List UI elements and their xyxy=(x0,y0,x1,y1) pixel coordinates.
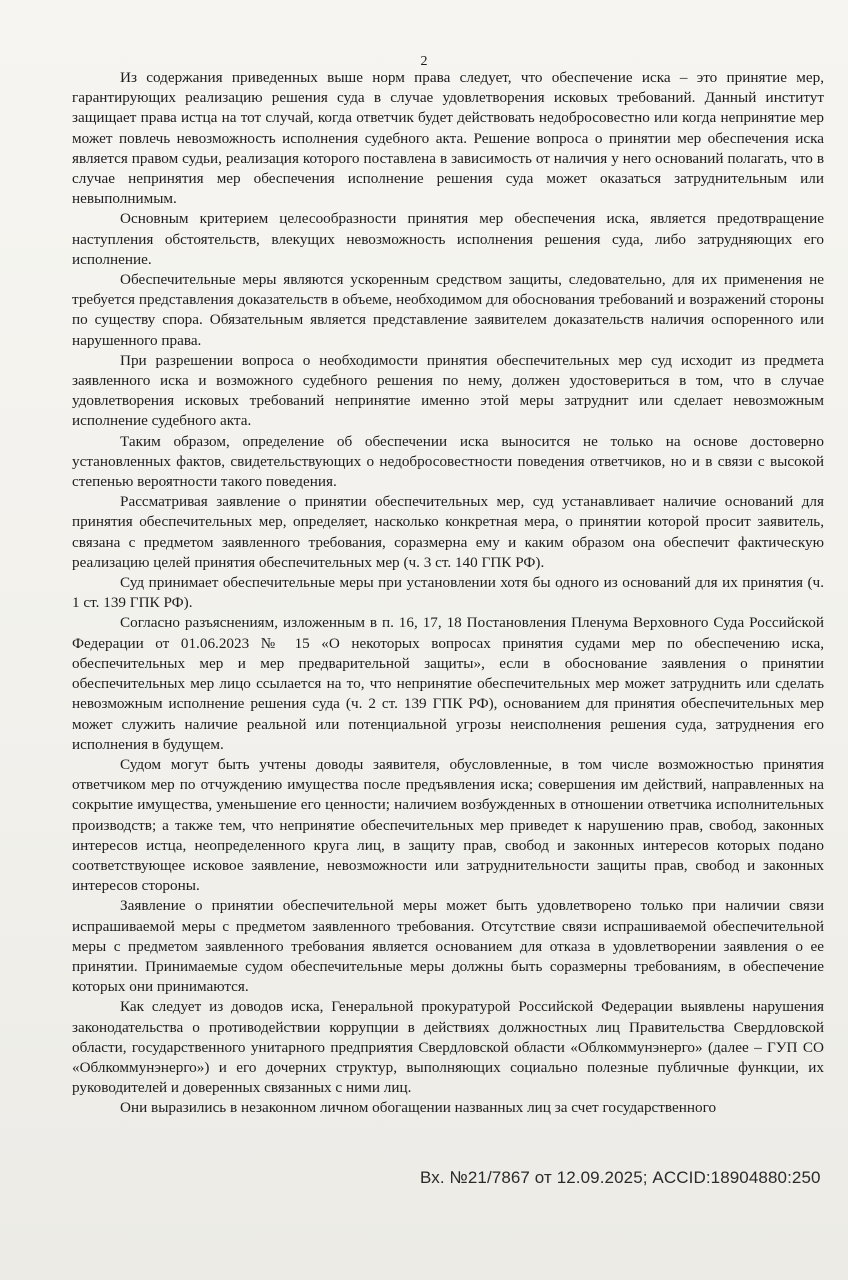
paragraph: Рассматривая заявление о принятии обеспечительных мер, суд устанавливает наличие оснований для принятия обеспечительных мер, определяет, насколько конкретная мера, о принятии которой просит заявитель, связана с предметом заявленного требования, соразмерна ему и каким образом она обеспечит фактическую реализацию целей принятия обеспечительных мер (ч. 3 ст. 140 ГПК РФ). xyxy=(72,493,824,571)
paragraph: При разрешении вопроса о необходимости принятия обеспечительных мер суд исходит из предмета заявленного иска и возможного судебного решения по нему, должен удостовериться в том, что в случае удовлетворения исковых требований непринятие именно этой меры затруднит или сделает невозможным исполнение судебного акта. xyxy=(72,351,824,430)
paragraph: Основным критерием целесообразности принятия мер обеспечения иска, является предотвращение наступления обстоятельств, влекущих невозможность исполнения решения суда, либо затрудняющих его исполнение. xyxy=(72,210,824,268)
paragraph: Таким образом, определение об обеспечении иска выносится не только на основе достоверно установленных фактов, свидетельствующих о недобросовестности поведения ответчиков, но и в связи с высокой степенью вероятности такого поведения. xyxy=(72,432,824,491)
document-body xyxy=(72,68,824,1119)
paragraph: Как следует из доводов иска, Генеральной прокуратурой Российской Федерации выявлены нарушения законодательства о противодействии коррупции в действиях должностных лиц Правительства Свердловской области, государственного унитарного предприятия Свердловской области «Облкоммунэнерго» (далее – ГУП СО «Облкоммунэнерго») и его дочерних структур, выполняющих социально полезные публичные функции, их руководителей и доверенных связанных с ними лиц. xyxy=(72,998,824,1097)
paragraph: Суд принимает обеспечительные меры при установлении хотя бы одного из оснований для их принятия (ч. 1 ст. 139 ГПК РФ). xyxy=(72,574,824,612)
registration-stamp: Вх. №21/7867 от 12.09.2025; ACCID:18904880:250 xyxy=(420,1168,821,1187)
paragraph: Согласно разъяснениям, изложенным в п. 16, 17, 18 Постановления Пленума Верховного Суда Российской Федерации от 01.06.2023 № 15 «О некоторых вопросах принятия судами мер по обеспечению иска, обеспечительных мер и мер предварительной защиты», если в обоснование заявления о принятии обеспечительных мер лицо ссылается на то, что непринятие обеспечительных мер может затруднить или сделать невозможным исполнение решения суда (ч. 2 ст. 139 ГПК РФ), основанием для принятия обеспечительных мер может служить наличие реальной или потенциальной угрозы неисполнения решения суда, затруднения его исполнения в будущем. xyxy=(72,614,824,753)
paragraph: Обеспечительные меры являются ускоренным средством защиты, следовательно, для их применения не требуется представления доказательств в объеме, необходимом для обоснования требований и возражений стороны по существу спора. Обязательным является представление заявителем доказательств наличия оспоренного или нарушенного права. xyxy=(72,271,824,349)
page-number: 2 xyxy=(420,54,428,69)
paragraph: Они выразились в незаконном личном обогащении названных лиц за счет государственного xyxy=(120,1099,717,1117)
paragraph: Из содержания приведенных выше норм права следует, что обеспечение иска – это принятие мер, гарантирующих реализацию решения суда в случае удовлетворения исковых требований. Данный институт защищает права истца на тот случай, когда ответчик будет действовать недобросовестно или когда непринятие мер может повлечь невозможность исполнения судебного акта. Решение вопроса о принятии мер обеспечения иска является правом судьи, реализация которого поставлена в зависимость от наличия у него оснований полагать, что в случае непринятия мер обеспечения исполнение решения суда может оказаться затруднительным или невыполнимым. xyxy=(72,69,824,208)
paragraph: Заявление о принятии обеспечительной меры может быть удовлетворено только при наличии связи испрашиваемой меры с предметом заявленного требования. Отсутствие связи испрашиваемой обеспечительной меры с предметом заявленного требования является основанием для отказа в удовлетворении заявления о ее принятии. Принимаемые судом обеспечительные меры должны быть соразмерны требованиям, в обеспечение которых они принимаются. xyxy=(72,897,824,996)
paragraph: Судом могут быть учтены доводы заявителя, обусловленные, в том числе возможностью принятия ответчиком мер по отчуждению имущества после предъявления иска; совершения им действий, направленных на сокрытие имущества, уменьшение его ценности; наличием возбужденных в отношении ответчика исполнительных производств; а также тем, что непринятие обеспечительных мер приведет к нарушению прав, свобод, законных интересов истца, неопределенного круга лиц, в защиту прав, свобод и законных интересов которых подано соответствующее исковое заявление, невозможности или затруднительности защиты прав, свобод и законных интересов стороны. xyxy=(72,755,824,895)
